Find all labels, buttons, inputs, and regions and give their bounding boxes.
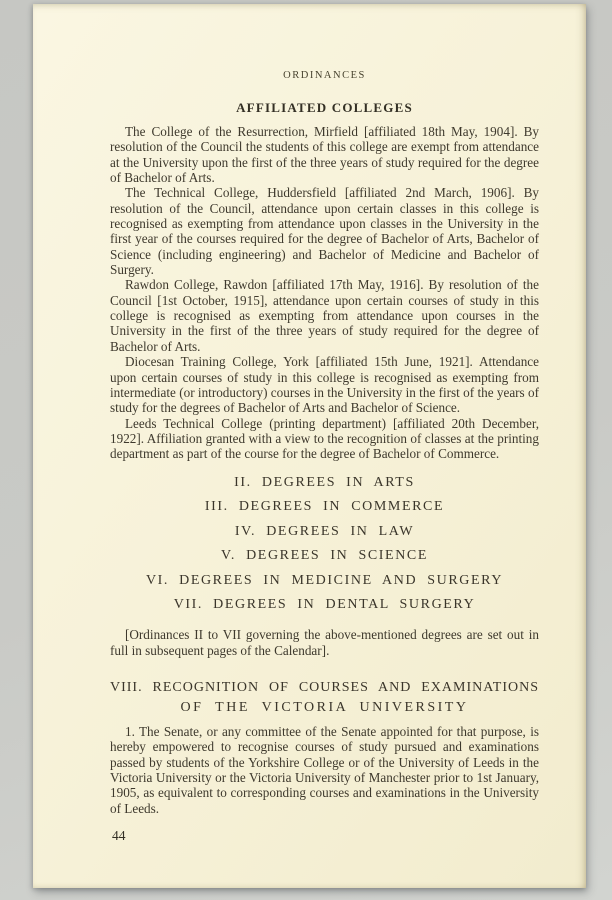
section-viii-heading-line1: VIII. RECOGNITION OF COURSES AND EXAMINATIONS [110, 680, 539, 696]
degree-heading-science: V. DEGREES IN SCIENCE [220, 548, 429, 564]
section-viii-heading-line2: OF THE VICTORIA UNIVERSITY [180, 700, 469, 716]
paragraph-leeds-technical-college: Leeds Technical College (printing department) [affiliated 20th December, 1922]. Affiliation granted with a view to the recognition of classes at the printing department as part of the course for the degree of Bachelor of Commerce. [110, 415, 539, 462]
degree-heading-dental-surgery: VII. DEGREES IN DENTAL SURGERY [173, 597, 476, 613]
paragraph-college-resurrection-mirfield: The College of the Resurrection, Mirfield [affiliated 18th May, 1904]. By resolution of the Council the students of this college are exempt from attendance at the University upon the first of the three years of study required for the degree of Bachelor of Arts. [110, 124, 539, 186]
section-title-affiliated-colleges: AFFILIATED COLLEGES [236, 100, 413, 115]
affiliated-colleges-text [110, 124, 539, 462]
degree-heading-arts: II. DEGREES IN ARTS [234, 474, 415, 490]
paragraph-diocesan-training-college-york: Diocesan Training College, York [affiliated 15th June, 1921]. Attendance upon certain courses of study in this college is recognised as exempting from intermediate (or introductory) courses in the University in the first of the years of study for the degrees of Bachelor of Arts and Bachelor of Science. [110, 354, 539, 416]
degree-heading-law: IV. DEGREES IN LAW [234, 523, 415, 539]
book-page [33, 4, 586, 888]
degree-heading-list [110, 475, 539, 613]
paragraph-technical-college-huddersfield: The Technical College, Huddersfield [affiliated 2nd March, 1906]. By resolution of the Council, attendance upon certain classes in this college is recognised as exempting from attendance upon classes in the University in the first year of the courses required for the degree of Bachelor of Arts, Bachelor of Science (including engineering) and Bachelor of Medicine and Bachelor of Surgery. [110, 185, 539, 278]
section-viii-clause-1: 1. The Senate, or any committee of the Senate appointed for that purpose, is hereby empowered to recognise courses of study pursued and examinations passed by students of the Yorkshire College or of the University of Leeds in the Victoria University or the Victoria University of Manchester prior to 1st January, 1905, as equivalent to corresponding courses and examinations in the University of Leeds. [110, 724, 539, 816]
section-viii-body [110, 724, 539, 816]
ordinances-note-text: [Ordinances II to VII governing the above-mentioned degrees are set out in full in subsequent pages of the Calendar]. [110, 627, 539, 658]
ordinances-note [110, 627, 539, 658]
paragraph-rawdon-college: Rawdon College, Rawdon [affiliated 17th May, 1916]. By resolution of the Council [1st October, 1915], attendance upon certain courses of study in this college is recognised as exempting from attendance upon courses in the University in the first of the three years of study required for the degree of Bachelor of Arts. [110, 277, 539, 354]
degree-heading-commerce: III. DEGREES IN COMMERCE [204, 499, 445, 515]
degree-heading-medicine-surgery: VI. DEGREES IN MEDICINE AND SURGERY [145, 572, 504, 588]
section-viii-heading [110, 680, 539, 716]
running-head: ORDINANCES [283, 70, 366, 81]
page-number: 44 [112, 828, 126, 844]
